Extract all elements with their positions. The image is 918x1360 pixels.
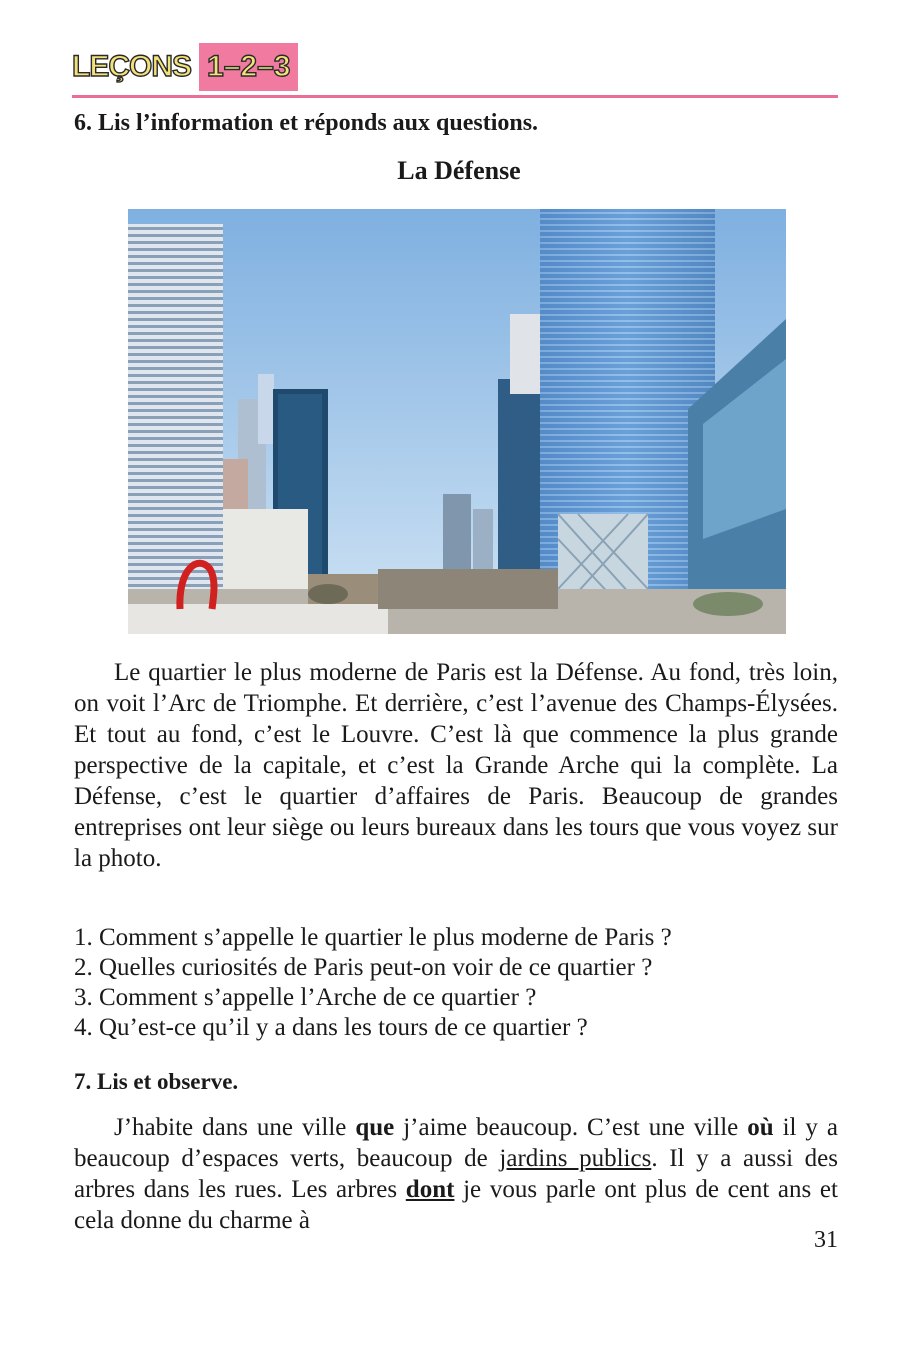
question-item: 4. Qu’est-ce qu’il y a dans les tours de ce quartier ?: [74, 1014, 588, 1041]
question-item: 2. Quelles curiosités de Paris peut-on voir de ce quartier ?: [74, 954, 653, 981]
text-segment: j’aime beaucoup. C’est une ville: [394, 1114, 748, 1141]
text-segment: . Il y a aussi des arbres dans les rues. Les arbres: [74, 1145, 838, 1203]
lessons-header: [72, 42, 298, 92]
exercise-7-title: 7. Lis et observe.: [74, 1069, 239, 1094]
keyword-dont: dont: [405, 1176, 455, 1203]
lessons-numbers: 1–2–3: [199, 43, 298, 91]
keyword-ou: où: [747, 1114, 774, 1141]
exercise-7-paragraph: [74, 1112, 838, 1236]
question-list: [74, 923, 838, 1043]
section-title: La Défense: [397, 156, 521, 185]
city-skyline-photo: [128, 209, 786, 634]
header-divider: [72, 95, 838, 98]
page-number: 31: [814, 1227, 838, 1253]
question-item: 3. Comment s’appelle l’Arche de ce quartier ?: [74, 984, 537, 1011]
exercise-6-title: 6. Lis l’information et réponds aux questions.: [74, 110, 539, 136]
question-item: 1. Comment s’appelle le quartier le plus moderne de Paris ?: [74, 924, 672, 951]
text-segment: J’habite dans une ville: [114, 1114, 356, 1141]
lessons-label: LEÇONS: [72, 50, 192, 83]
keyword-que: que: [355, 1114, 395, 1141]
text-segment: il y a beaucoup d’espaces verts, beaucoup de: [74, 1114, 838, 1172]
underlined-jardins-publics: jardins publics: [499, 1145, 652, 1172]
text-segment: je vous parle ont plus de cent ans et cela donne du charme à: [74, 1176, 838, 1234]
exercise-6-paragraph: Le quartier le plus moderne de Paris est la Défense. Au fond, très loin, on voit l’Arc de Triomphe. Et derrière, c’est l’avenue des Champs-Élysées. Et tout au fond, c’est le Louvre. C’est là que commence la plus grande perspective de la capitale, et c’est la Grande Arche qui la complète. La Défense, c’est le quartier d’affaires de Paris. Beaucoup de grandes entreprises ont leur siège ou leurs bureaux dans les tours que vous voyez sur la photo.: [74, 659, 838, 872]
